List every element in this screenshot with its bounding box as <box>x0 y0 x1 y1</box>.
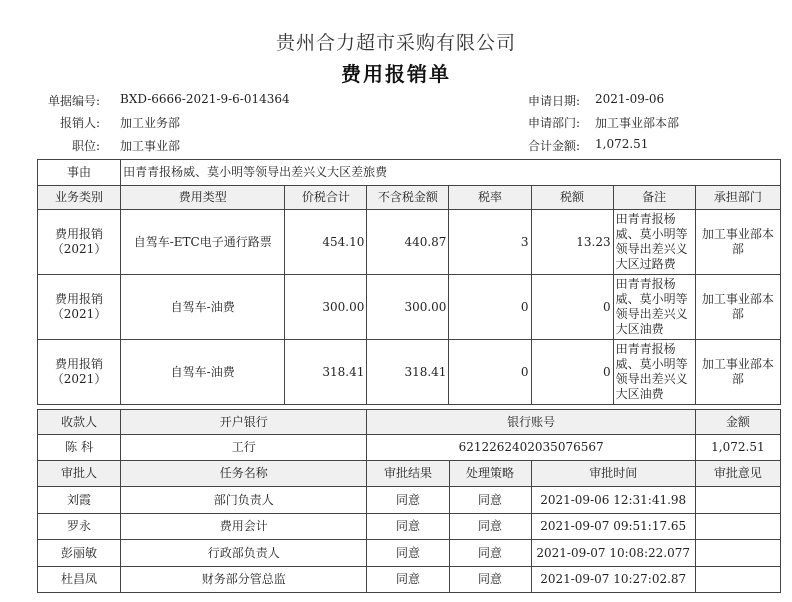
expense-total: 454.10 <box>285 210 367 275</box>
header-net: 不含税金额 <box>367 186 449 210</box>
header-dept: 承担部门 <box>695 186 780 210</box>
apply-date-value: 2021-09-06 <box>595 92 665 106</box>
header-time: 审批时间 <box>531 461 695 487</box>
approval-opinion <box>695 487 780 514</box>
approval-result: 同意 <box>367 514 449 540</box>
approver: 彭丽敏 <box>38 540 121 567</box>
approval-time: 2021-09-07 10:08:22.077 <box>531 540 695 567</box>
position-value: 加工事业部 <box>120 139 181 153</box>
payment-header-row <box>38 410 781 435</box>
table-row <box>38 514 781 540</box>
expense-tax: 0 <box>531 340 613 405</box>
header-tax: 税额 <box>531 186 613 210</box>
expense-dept: 加工事业部本部 <box>695 275 780 340</box>
total-label: 合计金额: <box>527 139 580 153</box>
table-row <box>38 210 781 275</box>
expense-rate: 0 <box>449 340 531 405</box>
expense-total: 300.00 <box>285 275 367 340</box>
reason-label: 事由 <box>38 160 121 186</box>
approval-result: 同意 <box>367 540 449 567</box>
header-total: 价税合计 <box>285 186 367 210</box>
header-strategy: 处理策略 <box>449 461 531 487</box>
document-title: 费用报销单 <box>341 62 451 86</box>
approval-result: 同意 <box>367 567 449 593</box>
table-row <box>38 275 781 340</box>
payment-amount: 1,072.51 <box>695 435 780 461</box>
approver: 刘霞 <box>38 487 121 514</box>
expense-tax: 0 <box>531 275 613 340</box>
header-opinion: 审批意见 <box>695 461 780 487</box>
total-value: 1,072.51 <box>595 137 649 151</box>
header-rate: 税率 <box>449 186 531 210</box>
expense-table <box>37 159 781 405</box>
apply-dept-value: 加工事业部本部 <box>595 116 680 130</box>
expense-rate: 3 <box>449 210 531 275</box>
approval-opinion <box>695 514 780 540</box>
task-name: 费用会计 <box>121 514 367 540</box>
header-task: 任务名称 <box>121 461 367 487</box>
expense-net: 300.00 <box>367 275 449 340</box>
header-payee: 收款人 <box>38 410 121 435</box>
payment-approval-table <box>37 409 781 593</box>
approver: 杜昌凤 <box>38 567 121 593</box>
task-name: 行政部负责人 <box>121 540 367 567</box>
header-bank: 开户银行 <box>121 410 367 435</box>
expense-type: 自驾车-油费 <box>121 275 285 340</box>
approval-strategy: 同意 <box>449 540 531 567</box>
table-row <box>38 540 781 567</box>
approval-strategy: 同意 <box>449 514 531 540</box>
approval-opinion <box>695 567 780 593</box>
task-name: 部门负责人 <box>121 487 367 514</box>
expense-category: 费用报销（2021） <box>38 210 121 275</box>
header-account: 银行账号 <box>367 410 695 435</box>
approval-strategy: 同意 <box>449 487 531 514</box>
approval-header-row <box>38 461 781 487</box>
approver: 罗永 <box>38 514 121 540</box>
approval-time: 2021-09-07 10:27:02.87 <box>531 567 695 593</box>
bank: 工行 <box>121 435 367 461</box>
approval-time: 2021-09-06 12:31:41.98 <box>531 487 695 514</box>
claimant-label: 报销人: <box>59 116 100 130</box>
expense-total: 318.41 <box>285 340 367 405</box>
account-number: 6212262402035076567 <box>367 435 695 461</box>
expense-rate: 0 <box>449 275 531 340</box>
position-label: 职位: <box>71 139 100 153</box>
approval-opinion <box>695 540 780 567</box>
expense-header-row <box>38 186 781 210</box>
apply-dept-label: 申请部门: <box>527 116 580 130</box>
expense-net: 318.41 <box>367 340 449 405</box>
expense-net: 440.87 <box>367 210 449 275</box>
expense-note: 田青青报杨威、莫小明等领导出差兴义大区油费 <box>613 340 695 405</box>
expense-dept: 加工事业部本部 <box>695 340 780 405</box>
header-note: 备注 <box>613 186 695 210</box>
expense-type: 自驾车-ETC电子通行路票 <box>121 210 285 275</box>
claimant-value: 加工业务部 <box>120 116 181 130</box>
apply-date-label: 申请日期: <box>527 94 580 108</box>
header-result: 审批结果 <box>367 461 449 487</box>
payee: 陈 科 <box>38 435 121 461</box>
header-category: 业务类别 <box>38 186 121 210</box>
reason-text: 田青青报杨威、莫小明等领导出差兴义大区差旅费 <box>121 160 781 186</box>
task-name: 财务部分管总监 <box>121 567 367 593</box>
table-row <box>38 487 781 514</box>
approval-strategy: 同意 <box>449 567 531 593</box>
expense-category: 费用报销（2021） <box>38 275 121 340</box>
expense-tax: 13.23 <box>531 210 613 275</box>
approval-time: 2021-09-07 09:51:17.65 <box>531 514 695 540</box>
payment-row <box>38 435 781 461</box>
header-approver: 审批人 <box>38 461 121 487</box>
company-name: 贵州合力超市采购有限公司 <box>275 32 516 54</box>
table-row <box>38 567 781 593</box>
expense-type: 自驾车-油费 <box>121 340 285 405</box>
expense-note: 田青青报杨威、莫小明等领导出差兴义大区过路费 <box>613 210 695 275</box>
doc-no-label: 单据编号: <box>47 94 100 108</box>
approval-result: 同意 <box>367 487 449 514</box>
doc-no-value: BXD-6666-2021-9-6-014364 <box>120 92 290 106</box>
header-type: 费用类型 <box>121 186 285 210</box>
header-amount: 金额 <box>695 410 780 435</box>
expense-dept: 加工事业部本部 <box>695 210 780 275</box>
reason-row <box>38 160 781 186</box>
expense-note: 田青青报杨威、莫小明等领导出差兴义大区油费 <box>613 275 695 340</box>
expense-category: 费用报销（2021） <box>38 340 121 405</box>
table-row <box>38 340 781 405</box>
